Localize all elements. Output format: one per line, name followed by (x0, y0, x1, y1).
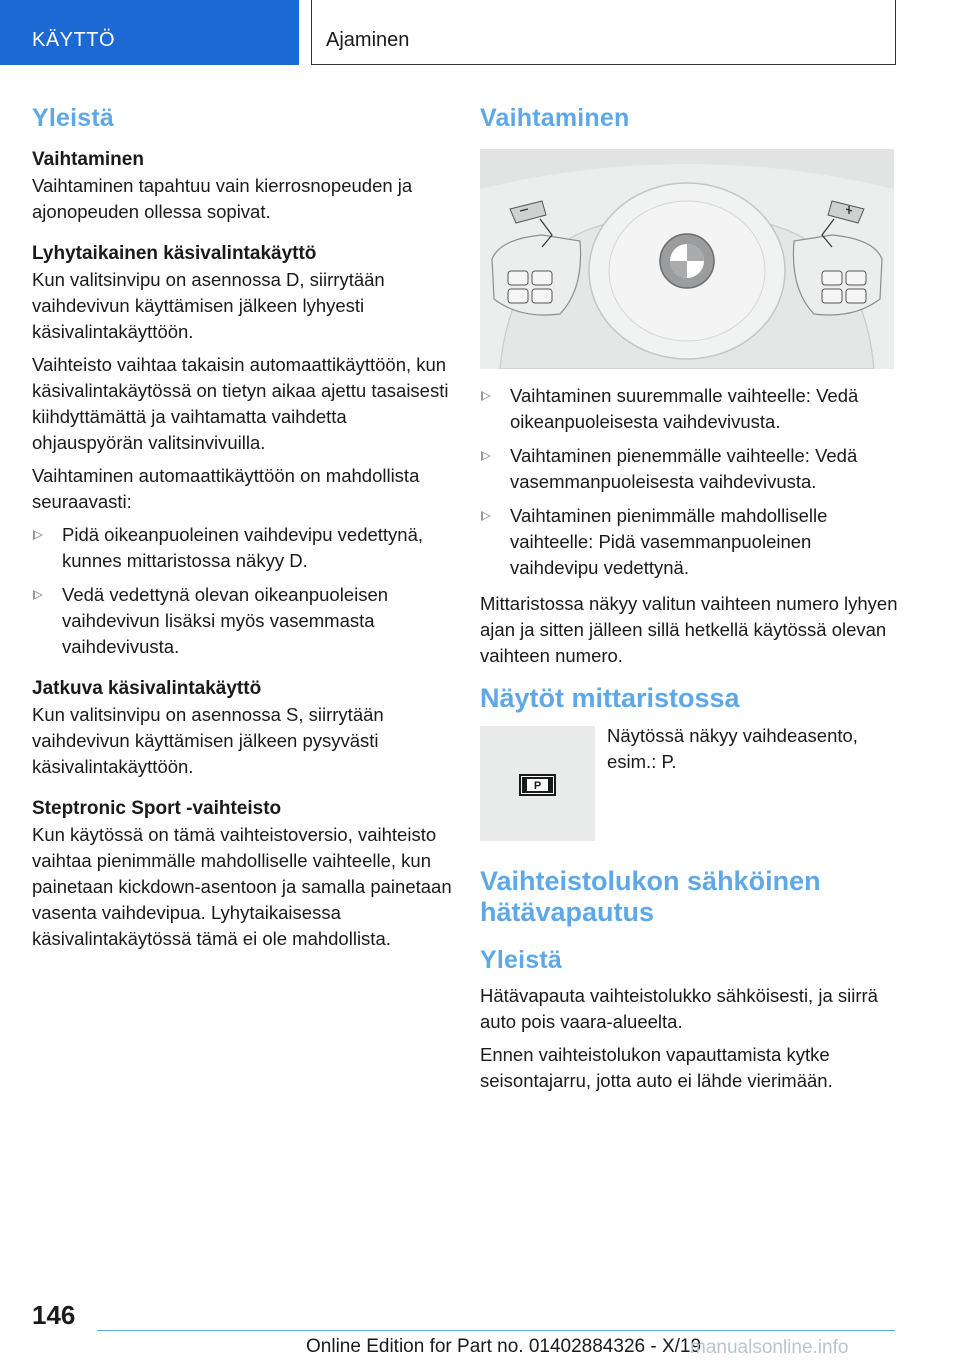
list-item: Vaihtaminen pienemmälle vaihteelle: Vedä vasemmanpuoleisesta vaihdevivusta. (480, 443, 898, 495)
bullet-arrow-icon (481, 451, 491, 461)
footer-divider (97, 1330, 895, 1331)
heading-general-2: Yleistä (480, 946, 563, 974)
bullet-list (480, 383, 898, 581)
left-column (32, 100, 452, 959)
subheading-continuous-manual: Jatkuva käsivalintakäyttö (32, 678, 262, 699)
gear-display-illustration (480, 726, 595, 841)
paragraph: Mittaristossa näkyy valitun vaihteen numero lyhyen ajan ja sitten jälleen sillä hetkellä käytössä olevan vaihteen numero. (480, 593, 898, 666)
paragraph: Kun valitsinvipu on asennossa D, siirrytään vaihdevivun käyttämisen jälkeen lyhyesti käsivalintakäyttöön. (32, 269, 385, 342)
bullet-arrow-icon (33, 530, 43, 540)
bullet-list (32, 522, 452, 660)
heading-emergency-release: Vaihteistolukon sähköinen hätävapautus (480, 866, 821, 927)
paragraph: Vaihteisto vaihtaa takaisin automaattikäyttöön, kun käsivalintakäytössä on tietyn aikaa ajettu tasaisesti kiihdyttämättä ja vaihtamatta vaihdetta ohjauspyörän valitsinvivuilla. (32, 354, 449, 453)
gear-symbol: P (533, 780, 542, 792)
subheading-steptronic-sport: Steptronic Sport -vaihteisto (32, 798, 282, 819)
paragraph: Kun käytössä on tämä vaihteistoversio, vaihteisto vaihtaa pienimmälle mahdolliselle vaihteelle, kun painetaan kickdown-asentoon ja samalla painetaan vasenta vaihdevipua. Lyhytaikaisessa käsivalintakäytössä tämä ei ole mahdollista. (32, 824, 452, 949)
paragraph: Kun valitsinvipu on asennossa S, siirrytään vaihdevivun käyttämisen jälkeen pysyvästi käsivalintakäyttöön. (32, 704, 384, 777)
chapter-tab-label: KÄYTTÖ (32, 29, 116, 51)
subheading-temporary-manual: Lyhytaikainen käsivalintakäyttö (32, 243, 317, 264)
list-item: Pidä oikeanpuoleinen vaihdevipu vedettynä, kunnes mittaristossa näkyy D. (32, 522, 452, 574)
paragraph: Vaihtaminen automaattikäyttöön on mahdollista seuraavasti: (32, 465, 420, 512)
section-header (311, 0, 896, 65)
steering-wheel-illustration (480, 149, 894, 369)
list-item: Vaihtaminen pienimmälle mahdolliselle vaihteelle: Pidä vasemmanpuoleinen vaihdevipu vedettynä. (480, 503, 898, 581)
paragraph: Vaihtaminen tapahtuu vain kierrosnopeuden ja ajonopeuden ollessa sopivat. (32, 175, 413, 222)
bullet-arrow-icon (481, 391, 491, 401)
heading-cluster-displays: Näytöt mittaristossa (480, 683, 740, 713)
display-example (480, 726, 898, 848)
display-description: Näytössä näkyy vaihdeasento, esim.: P. (607, 725, 858, 772)
list-item: Vedä vedettynä olevan oikeanpuoleisen vaihdevivun lisäksi myös vasemmasta vaihdevivusta. (32, 582, 452, 660)
edition-info: Online Edition for Part no. 01402884326 - X/19 (306, 1336, 702, 1357)
paragraph: Ennen vaihteistolukon vapauttamista kytke seisontajarru, jotta auto ei lähde vierimään. (480, 1044, 833, 1091)
bullet-arrow-icon (481, 511, 491, 521)
bullet-arrow-icon (33, 590, 43, 600)
chapter-tab (0, 0, 299, 65)
heading-shifting: Vaihtaminen (480, 104, 630, 132)
section-title: Ajaminen (326, 29, 410, 51)
page-number: 146 (32, 1300, 76, 1330)
right-column (480, 100, 898, 1101)
heading-general: Yleistä (32, 104, 115, 132)
subheading-shifting: Vaihtaminen (32, 149, 144, 170)
paragraph: Hätävapauta vaihteistolukko sähköisesti, ja siirrä auto pois vaara-alueelta. (480, 985, 878, 1032)
list-item: Vaihtaminen suuremmalle vaihteelle: Vedä oikeanpuoleisesta vaihdevivusta. (480, 383, 898, 435)
watermark: manualsonline.info (690, 1337, 849, 1358)
